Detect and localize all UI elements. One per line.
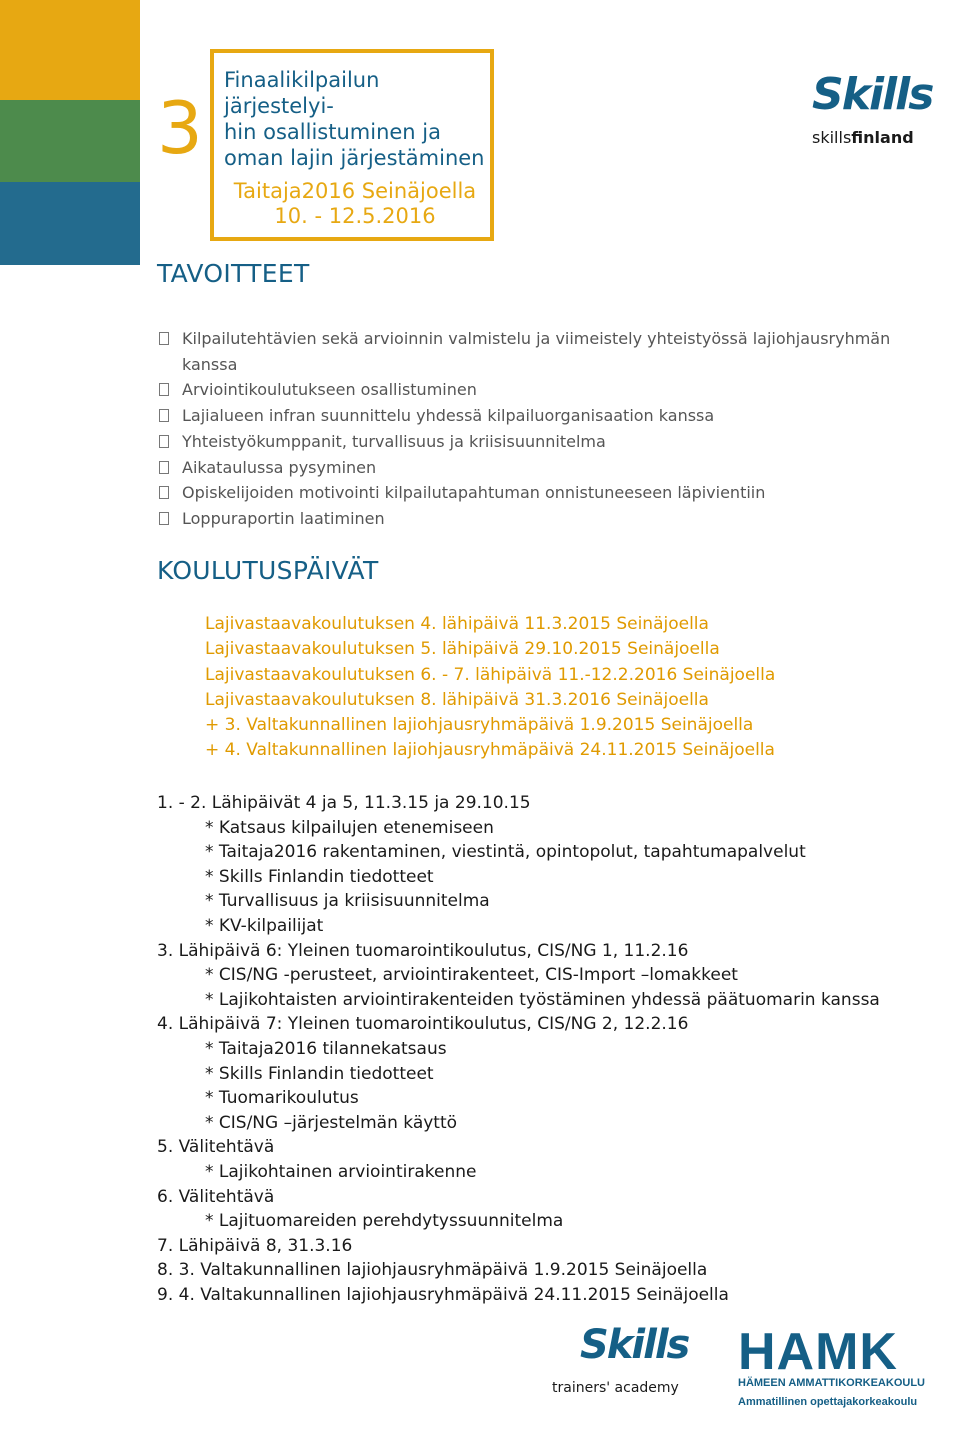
section-number: 3 bbox=[157, 86, 203, 170]
checkbox-icon bbox=[159, 435, 169, 448]
skills-logo-caption-b: finland bbox=[851, 128, 914, 147]
goals-heading: TAVOITTEET bbox=[157, 259, 310, 288]
hamk-tagline: Ammatillinen opettajakorkeakoulu bbox=[738, 1396, 918, 1408]
list-item: + 3. Valtakunnallinen lajiohjausryhmäpäivä 1.9.2015 Seinäjoella bbox=[205, 715, 754, 736]
checkbox-icon bbox=[159, 383, 169, 396]
schedule-heading: 9. 4. Valtakunnallinen lajiohjausryhmäpäivä 24.11.2015 Seinäjoella bbox=[157, 1284, 729, 1305]
goal-text: Loppuraportin laatiminen bbox=[182, 508, 385, 528]
schedule-heading: 5. Välitehtävä bbox=[157, 1137, 275, 1158]
goal-text: Aikataulussa pysyminen bbox=[182, 457, 377, 477]
hamk-wordmark: HAMK bbox=[738, 1323, 898, 1381]
schedule-subitem: * Taitaja2016 rakentaminen, viestintä, opintopolut, tapahtumapalvelut bbox=[205, 842, 806, 863]
color-bar-green bbox=[0, 100, 140, 182]
trainers-academy-logo bbox=[552, 1322, 689, 1412]
list-item: Lajivastaavakoulutuksen 8. lähipäivä 31.3.2016 Seinäjoella bbox=[205, 689, 709, 710]
goal-text: Arviointikoulutukseen osallistuminen bbox=[182, 380, 477, 400]
goal-text: Lajialueen infran suunnittelu yhdessä kilpailuorganisaation kanssa bbox=[182, 406, 715, 426]
goal-text: Opiskelijoiden motivointi kilpailutapahtuman onnistuneeseen läpivientiin bbox=[182, 483, 766, 503]
hamk-logo bbox=[738, 1323, 950, 1413]
title-box bbox=[210, 49, 494, 241]
schedule-subitem: * KV-kilpailijat bbox=[205, 915, 324, 936]
list-item: Lajivastaavakoulutuksen 5. lähipäivä 29.10.2015 Seinäjoella bbox=[205, 639, 720, 660]
list-item bbox=[157, 403, 927, 429]
schedule-heading: 4. Lähipäivä 7: Yleinen tuomarointikoulutus, CIS/NG 2, 12.2.16 bbox=[157, 1014, 689, 1035]
schedule-subitem: * Lajikohtaisten arviointirakenteiden työstäminen yhdessä päätuomarin kanssa bbox=[205, 989, 880, 1010]
list-item: + 4. Valtakunnallinen lajiohjausryhmäpäivä 24.11.2015 Seinäjoella bbox=[205, 740, 775, 761]
schedule-subitem: * Skills Finlandin tiedotteet bbox=[205, 866, 434, 887]
schedule-subitem: * CIS/NG –järjestelmän käyttö bbox=[205, 1112, 458, 1133]
schedule-subitem: * Lajikohtainen arviointirakenne bbox=[205, 1161, 477, 1182]
schedule-heading: 8. 3. Valtakunnallinen lajiohjausryhmäpäivä 1.9.2015 Seinäjoella bbox=[157, 1260, 708, 1281]
list-item bbox=[157, 429, 927, 455]
goal-text: Yhteistyökumppanit, turvallisuus ja kriisisuunnitelma bbox=[182, 431, 606, 451]
trainers-logo-wordmark: Skills bbox=[580, 1322, 689, 1368]
color-bar-blue bbox=[0, 182, 140, 265]
list-item bbox=[157, 480, 927, 506]
checkbox-icon bbox=[159, 332, 169, 345]
schedule-heading: 3. Lähipäivä 6: Yleinen tuomarointikoulutus, CIS/NG 1, 11.2.16 bbox=[157, 940, 689, 961]
schedule-heading: 7. Lähipäivä 8, 31.3.16 bbox=[157, 1235, 353, 1256]
list-item bbox=[157, 377, 927, 403]
list-item bbox=[157, 455, 927, 481]
schedule-subitem: * Lajituomareiden perehdytyssuunnitelma bbox=[205, 1211, 564, 1232]
skills-logo-caption-a: skills bbox=[812, 128, 852, 147]
schedule-subitem: * Turvallisuus ja kriisisuunnitelma bbox=[205, 891, 490, 912]
schedule-subitem: * Katsaus kilpailujen etenemiseen bbox=[205, 817, 494, 838]
schedule-subitem: * CIS/NG -perusteet, arviointirakenteet, CIS-Import –lomakkeet bbox=[205, 965, 738, 986]
skills-finland-logo bbox=[812, 68, 933, 156]
training-heading: KOULUTUSPÄIVÄT bbox=[157, 556, 379, 585]
training-days-list bbox=[205, 612, 905, 764]
list-item: Lajivastaavakoulutuksen 4. lähipäivä 11.3.2015 Seinäjoella bbox=[205, 614, 709, 634]
list-item bbox=[157, 506, 927, 532]
trainers-logo-caption: trainers' academy bbox=[552, 1380, 679, 1396]
goal-text: Kilpailutehtävien sekä arvioinnin valmistelu ja viimeistely yhteistyössä lajiohjausryhmän kanssa bbox=[182, 329, 891, 374]
skills-logo-caption bbox=[812, 128, 914, 147]
checkbox-icon bbox=[159, 486, 169, 499]
list-item bbox=[157, 326, 927, 377]
skills-logo-wordmark: Skills bbox=[812, 69, 933, 120]
event-info: Taitaja2016 Seinäjoella 10. - 12.5.2016 bbox=[233, 179, 477, 228]
checkbox-icon bbox=[159, 461, 169, 474]
footer-url: www.ham bbox=[73, 1368, 157, 1388]
schedule-subitem: * Taitaja2016 tilannekatsaus bbox=[205, 1038, 447, 1059]
goals-list bbox=[157, 326, 927, 532]
page-title: Finaalikilpailun järjestelyi- hin osallistuminen ja oman lajin järjestäminen bbox=[224, 68, 485, 170]
schedule-heading: 1. - 2. Lähipäivät 4 ja 5, 11.3.15 ja 29.10.15 bbox=[157, 793, 531, 813]
hamk-subtitle: HÄMEEN AMMATTIKORKEAKOULU bbox=[738, 1377, 925, 1389]
schedule-subitem: * Tuomarikoulutus bbox=[205, 1088, 359, 1109]
schedule-subitem: * Skills Finlandin tiedotteet bbox=[205, 1063, 434, 1084]
checkbox-icon bbox=[159, 409, 169, 422]
checkbox-icon bbox=[159, 512, 169, 525]
schedule-heading: 6. Välitehtävä bbox=[157, 1186, 275, 1207]
list-item: Lajivastaavakoulutuksen 6. - 7. lähipäivä 11.-12.2.2016 Seinäjoella bbox=[205, 664, 776, 685]
color-bar-yellow bbox=[0, 0, 140, 100]
schedule-list bbox=[157, 791, 937, 1307]
